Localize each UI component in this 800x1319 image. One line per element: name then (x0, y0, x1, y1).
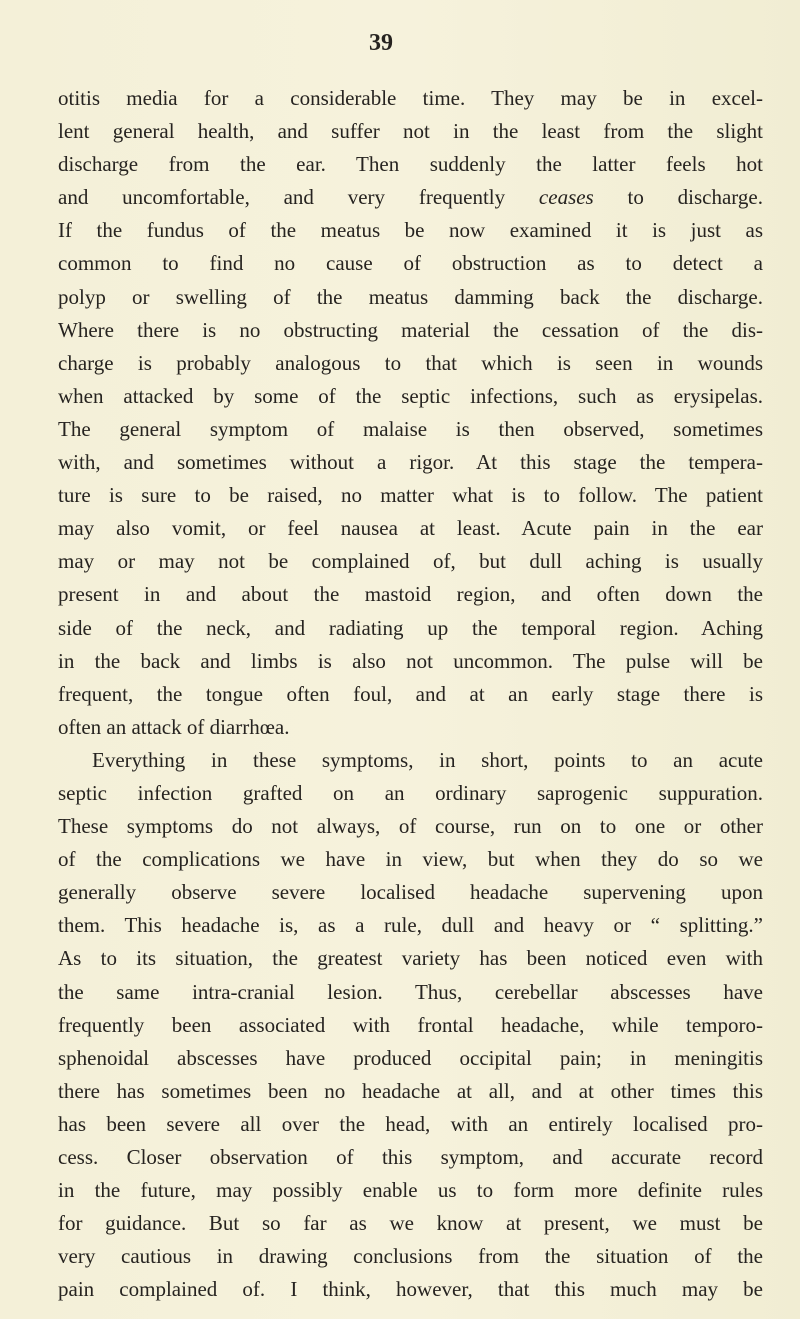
text-line: and uncomfortable, and very frequently ceases to discharge. (58, 185, 763, 210)
paragraph-2 (58, 744, 763, 1307)
text-line: in the future, may possibly enable us to form more definite rules (58, 1178, 763, 1203)
text-line: may or may not be complained of, but dull aching is usually (58, 549, 763, 574)
text-line: As to its situation, the greatest variety has been noticed even with (58, 946, 763, 971)
text-line: otitis media for a considerable time. They may be in excel- (58, 86, 763, 110)
text-line: Where there is no obstructing material the cessation of the dis- (58, 317, 763, 342)
text-line: when attacked by some of the septic infections, such as erysipelas. (58, 383, 763, 408)
text-line: If the fundus of the meatus be now examined it is just as (58, 218, 763, 243)
text-line: of the complications we have in view, but when they do so we (58, 847, 763, 872)
text-line: charge is probably analogous to that which is seen in wounds (58, 350, 763, 375)
paragraph-1 (58, 82, 763, 744)
text-line: cess. Closer observation of this symptom, and accurate record (58, 1145, 763, 1169)
text-line: there has sometimes been no headache at all, and at other times this (58, 1078, 763, 1103)
text-line: them. This headache is, as a rule, dull and heavy or “ splitting.” (58, 913, 763, 938)
text-line: pain complained of. I think, however, that this much may be (58, 1277, 763, 1302)
text-line: These symptoms do not always, of course, run on to one or other (58, 814, 763, 839)
text-line: Everything in these symptoms, in short, points to an acute (92, 747, 763, 772)
text-line: often an attack of diarrhœa. (58, 714, 290, 739)
text-line: with, and sometimes without a rigor. At this stage the tempera- (58, 450, 763, 475)
text-line: generally observe severe localised headache supervening upon (58, 880, 763, 905)
text-line: common to find no cause of obstruction as to detect a (58, 251, 763, 276)
emphasis: ceases (538, 185, 594, 210)
text-line: very cautious in drawing conclusions from the situation of the (58, 1244, 763, 1269)
body-text (58, 82, 763, 1306)
text-line: discharge from the ear. Then suddenly the latter feels hot (58, 152, 763, 177)
text-line: the same intra-cranial lesion. Thus, cerebellar abscesses have (58, 979, 763, 1004)
text-line: septic infection grafted on an ordinary saprogenic suppuration. (58, 780, 763, 805)
text-line: sphenoidal abscesses have produced occipital pain; in meningitis (58, 1045, 763, 1070)
page-number: 39 (369, 30, 393, 56)
text-line: lent general health, and suffer not in the least from the slight (58, 119, 763, 144)
text-line: frequent, the tongue often foul, and at an early stage there is (58, 681, 763, 706)
text-line: frequently been associated with frontal headache, while temporo- (58, 1012, 763, 1037)
text-line: in the back and limbs is also not uncommon. The pulse will be (58, 648, 763, 673)
text-line: side of the neck, and radiating up the temporal region. Aching (58, 615, 763, 640)
text-line: present in and about the mastoid region, and often down the (58, 582, 763, 607)
text-line: has been severe all over the head, with an entirely localised pro- (58, 1111, 763, 1136)
text-line: may also vomit, or feel nausea at least. Acute pain in the ear (58, 516, 763, 541)
text-line: The general symptom of malaise is then observed, sometimes (58, 416, 763, 441)
text-line: for guidance. But so far as we know at present, we must be (58, 1211, 763, 1236)
text-line: ture is sure to be raised, no matter what is to follow. The patient (58, 483, 763, 508)
text-line: polyp or swelling of the meatus damming back the discharge. (58, 284, 763, 309)
